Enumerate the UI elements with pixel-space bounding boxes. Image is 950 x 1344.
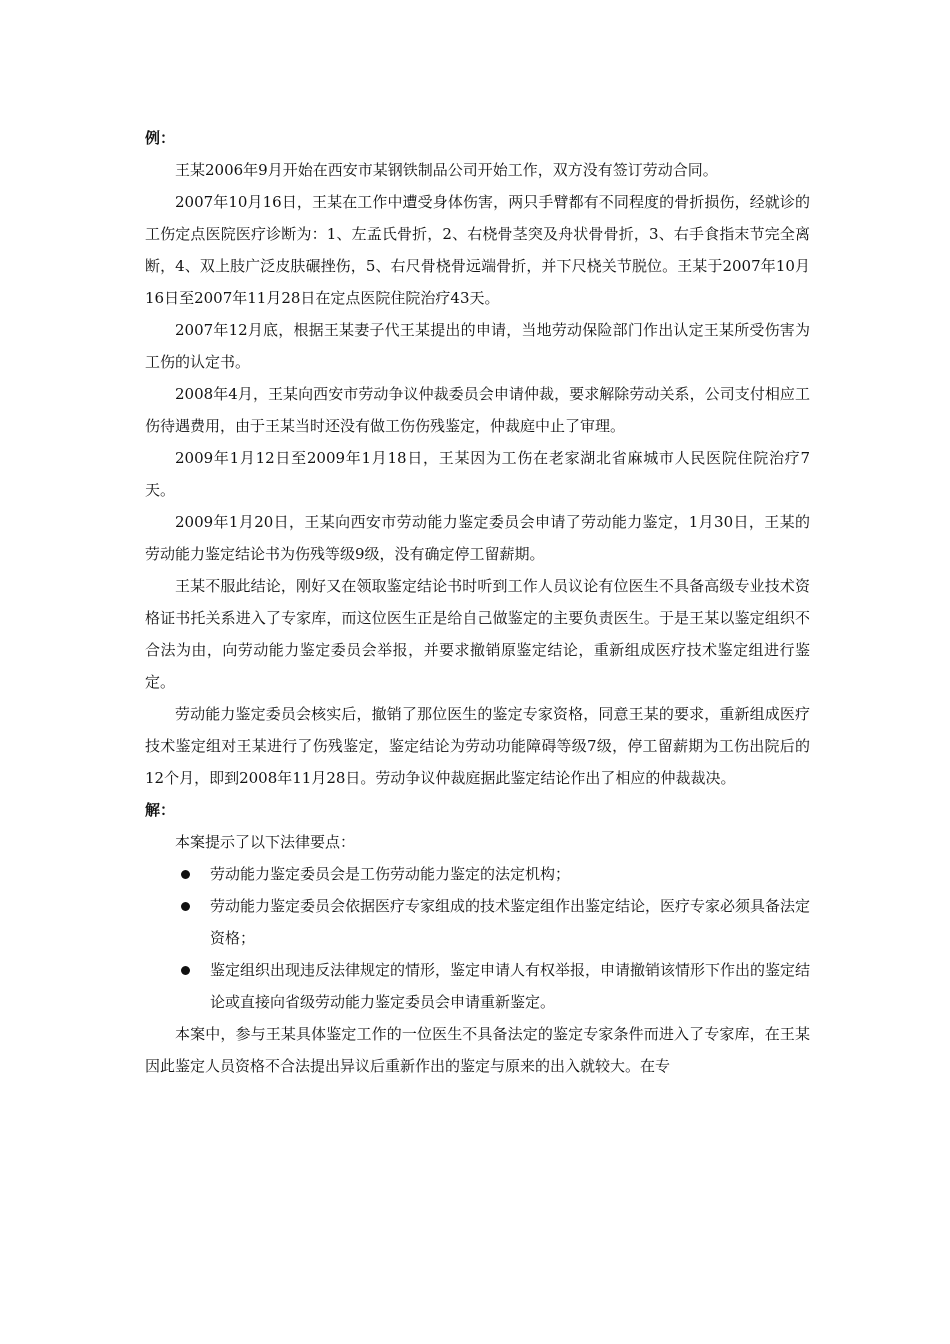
legal-points-list [145, 858, 810, 1018]
legal-point-text: 劳动能力鉴定委员会是工伤劳动能力鉴定的法定机构； [210, 865, 571, 883]
example-paragraph: 王某不服此结论，刚好又在领取鉴定结论书时听到工作人员议论有位医生不具备高级专业技术资格证书托关系进入了专家库，而这位医生正是给自己做鉴定的主要负责医生。于是王某以鉴定组织不合法为由，向劳动能力鉴定委员会举报，并要求撤销原鉴定结论，重新组成医疗技术鉴定组进行鉴定。 [145, 577, 810, 691]
legal-point-text: 劳动能力鉴定委员会依据医疗专家组成的技术鉴定组作出鉴定结论，医疗专家必须具备法定资格； [210, 897, 811, 947]
example-paragraph: 2009年1月20日，王某向西安市劳动能力鉴定委员会申请了劳动能力鉴定，1月30日，王某的劳动能力鉴定结论书为伤残等级9级，没有确定停工留薪期。 [145, 513, 810, 563]
bullet-dot-icon [181, 966, 190, 975]
example-paragraph: 王某2006年9月开始在西安市某钢铁制品公司开始工作，双方没有签订劳动合同。 [175, 161, 718, 179]
solution-closing-paragraph: 本案中，参与王某具体鉴定工作的一位医生不具备法定的鉴定专家条件而进入了专家库，在王某因此鉴定人员资格不合法提出异议后重新作出的鉴定与原来的出入就较大。在专 [145, 1025, 810, 1075]
solution-intro: 本案提示了以下法律要点： [175, 833, 356, 851]
bullet-dot-icon [181, 902, 190, 911]
example-paragraph: 2009年1月12日至2009年1月18日，王某因为工伤在老家湖北省麻城市人民医院住院治疗7天。 [145, 449, 810, 499]
solution-heading: 解： [145, 801, 176, 819]
document-body [145, 122, 810, 1082]
example-paragraph: 2007年12月底，根据王某妻子代王某提出的申请，当地劳动保险部门作出认定王某所受伤害为工伤的认定书。 [145, 321, 810, 371]
example-paragraph: 2008年4月，王某向西安市劳动争议仲裁委员会申请仲裁，要求解除劳动关系，公司支付相应工伤待遇费用，由于王某当时还没有做工伤伤残鉴定，仲裁庭中止了审理。 [145, 385, 810, 435]
legal-point [145, 954, 810, 1018]
example-paragraph: 2007年10月16日，王某在工作中遭受身体伤害，两只手臂都有不同程度的骨折损伤，经就诊的工伤定点医院医疗诊断为：1、左孟氏骨折，2、右桡骨茎突及舟状骨骨折，3、右手食指末节完全离断，4、双上肢广泛皮肤碾挫伤，5、右尺骨桡骨远端骨折，并下尺桡关节脱位。王某于2007年10月16日至2007年11月28日在定点医院住院治疗43天。 [145, 193, 810, 307]
example-paragraph: 劳动能力鉴定委员会核实后，撤销了那位医生的鉴定专家资格，同意王某的要求，重新组成医疗技术鉴定组对王某进行了伤残鉴定，鉴定结论为劳动功能障碍等级7级，停工留薪期为工伤出院后的12个月，即到2008年11月28日。劳动争议仲裁庭据此鉴定结论作出了相应的仲裁裁决。 [145, 705, 810, 787]
legal-point-text: 鉴定组织出现违反法律规定的情形，鉴定申请人有权举报，申请撤销该情形下作出的鉴定结论或直接向省级劳动能力鉴定委员会申请重新鉴定。 [210, 961, 811, 1011]
bullet-dot-icon [181, 870, 190, 879]
legal-point [145, 858, 810, 890]
legal-point [145, 890, 810, 954]
example-heading: 例： [145, 129, 176, 147]
